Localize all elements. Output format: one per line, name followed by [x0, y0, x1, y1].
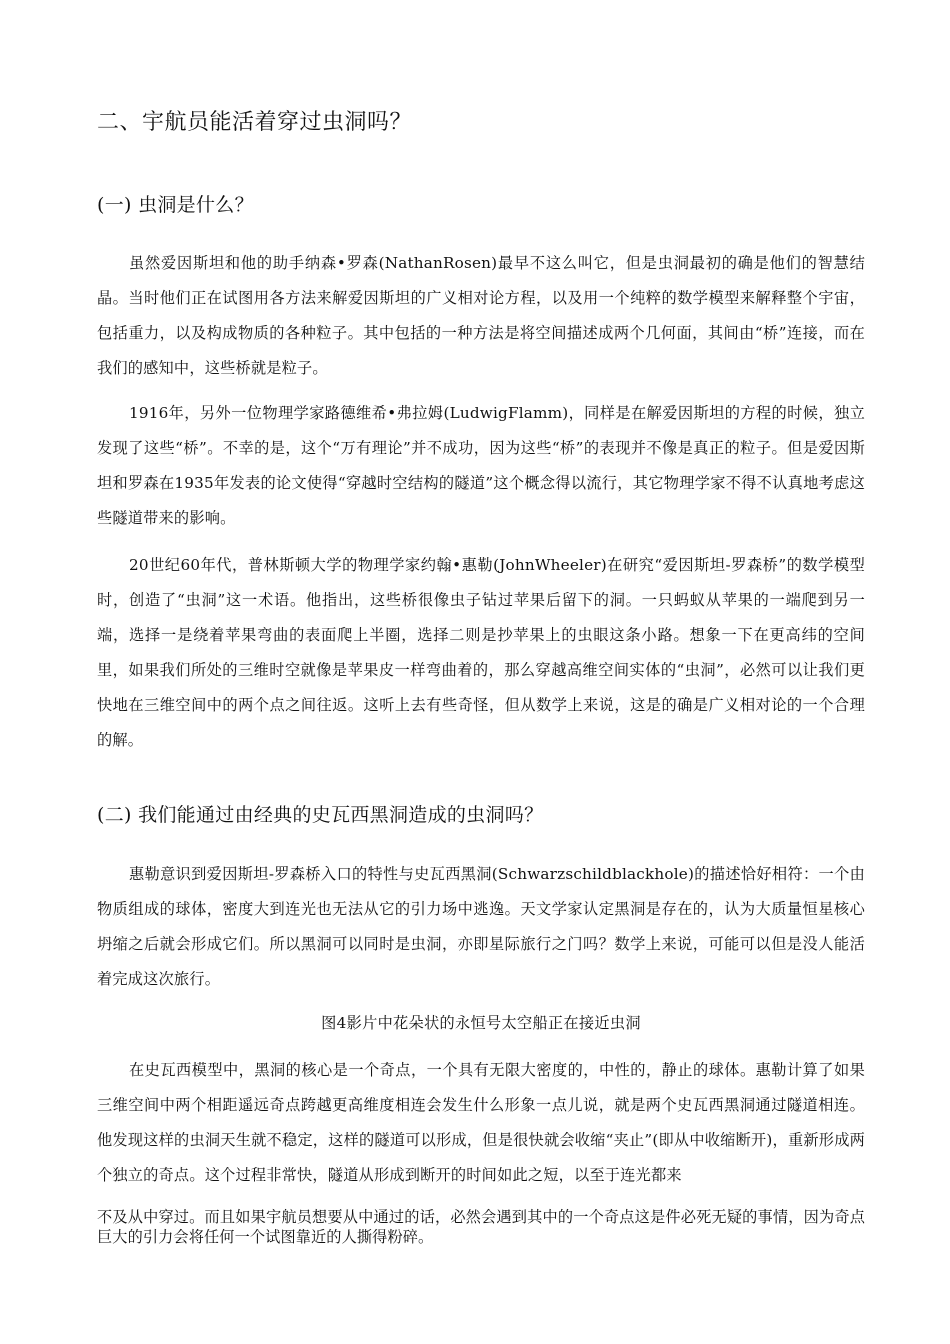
page-title: 二、宇航员能活着穿过虫洞吗？ [97, 110, 413, 135]
paragraph-1: 虽然爱因斯坦和他的助手纳森•罗森(NathanRosen)最早不这么叫它，但是虫洞最初的确是他们的智慧结晶。当时他们正在试图用各方法来解爱因斯坦的广义相对论方程，以及用一个纯粹的数学模型来解释整个宇宙，包括重力，以及构成物质的各种粒子。其中包括的一种方法是将空间描述成两个几何面，其间由“桥”连接，而在我们的感知中，这些桥就是粒子。 [97, 254, 865, 377]
paragraph-5: 在史瓦西模型中，黑洞的核心是一个奇点，一个具有无限大密度的，中性的，静止的球体。惠勒计算了如果三维空间中两个相距遥远奇点跨越更高维度相连会发生什么形象一点儿说，就是两个史瓦西黑洞通过隧道相连。他发现这样的虫洞天生就不稳定，这样的隧道可以形成，但是很快就会收缩“夹止”(即从中收缩断开)，重新形成两个独立的奇点。这个过程非常快，隧道从形成到断开的时间如此之短，以至于连光都来 [97, 1061, 865, 1184]
section-1-title: (一) 虫洞是什么？ [97, 194, 254, 216]
paragraph-2: 1916年，另外一位物理学家路德维希•弗拉姆(LudwigFlamm)，同样是在解爱因斯坦的方程的时候，独立发现了这些“桥”。不幸的是，这个“万有理论”并不成功，因为这些“桥”的表现并不像是真正的粒子。但是爱因斯坦和罗森在1935年发表的论文使得“穿越时空结构的隧道”这个概念得以流行，其它物理学家不得不认真地考虑这些隧道带来的影响。 [97, 404, 865, 527]
paragraph-4: 惠勒意识到爱因斯坦-罗森桥入口的特性与史瓦西黑洞(Schwarzschildblackhole)的描述恰好相符：一个由物质组成的球体，密度大到连光也无法从它的引力场中逃逸。天文学家认定黑洞是存在的，认为大质量恒星核心坍缩之后就会形成它们。所以黑洞可以同时是虫洞，亦即星际旅行之门吗？数学上来说，可能可以但是没人能活着完成这次旅行。 [97, 865, 865, 988]
section-2-title: (二) 我们能通过由经典的史瓦西黑洞造成的虫洞吗？ [97, 804, 544, 826]
paragraph-tail: 不及从中穿过。而且如果宇航员想要从中通过的话，必然会遇到其中的一个奇点这是件必死无疑的事情，因为奇点巨大的引力会将任何一个试图靠近的人撕得粉碎。 [97, 1208, 865, 1246]
figure-caption: 图4影片中花朵状的永恒号太空船正在接近虫洞 [321, 1014, 641, 1032]
paragraph-3: 20世纪60年代，普林斯顿大学的物理学家约翰•惠勒(JohnWheeler)在研究“爱因斯坦-罗森桥”的数学模型时，创造了“虫洞”这一术语。他指出，这些桥很像虫子钻过苹果后留下的洞。一只蚂蚁从苹果的一端爬到另一端，选择一是绕着苹果弯曲的表面爬上半圈，选择二则是抄苹果上的虫眼这条小路。想象一下在更高纬的空间里，如果我们所处的三维时空就像是苹果皮一样弯曲着的，那么穿越高维空间实体的“虫洞”，必然可以让我们更快地在三维空间中的两个点之间往返。这听上去有些奇怪，但从数学上来说，这是的确是广义相对论的一个合理的解。 [97, 556, 865, 749]
